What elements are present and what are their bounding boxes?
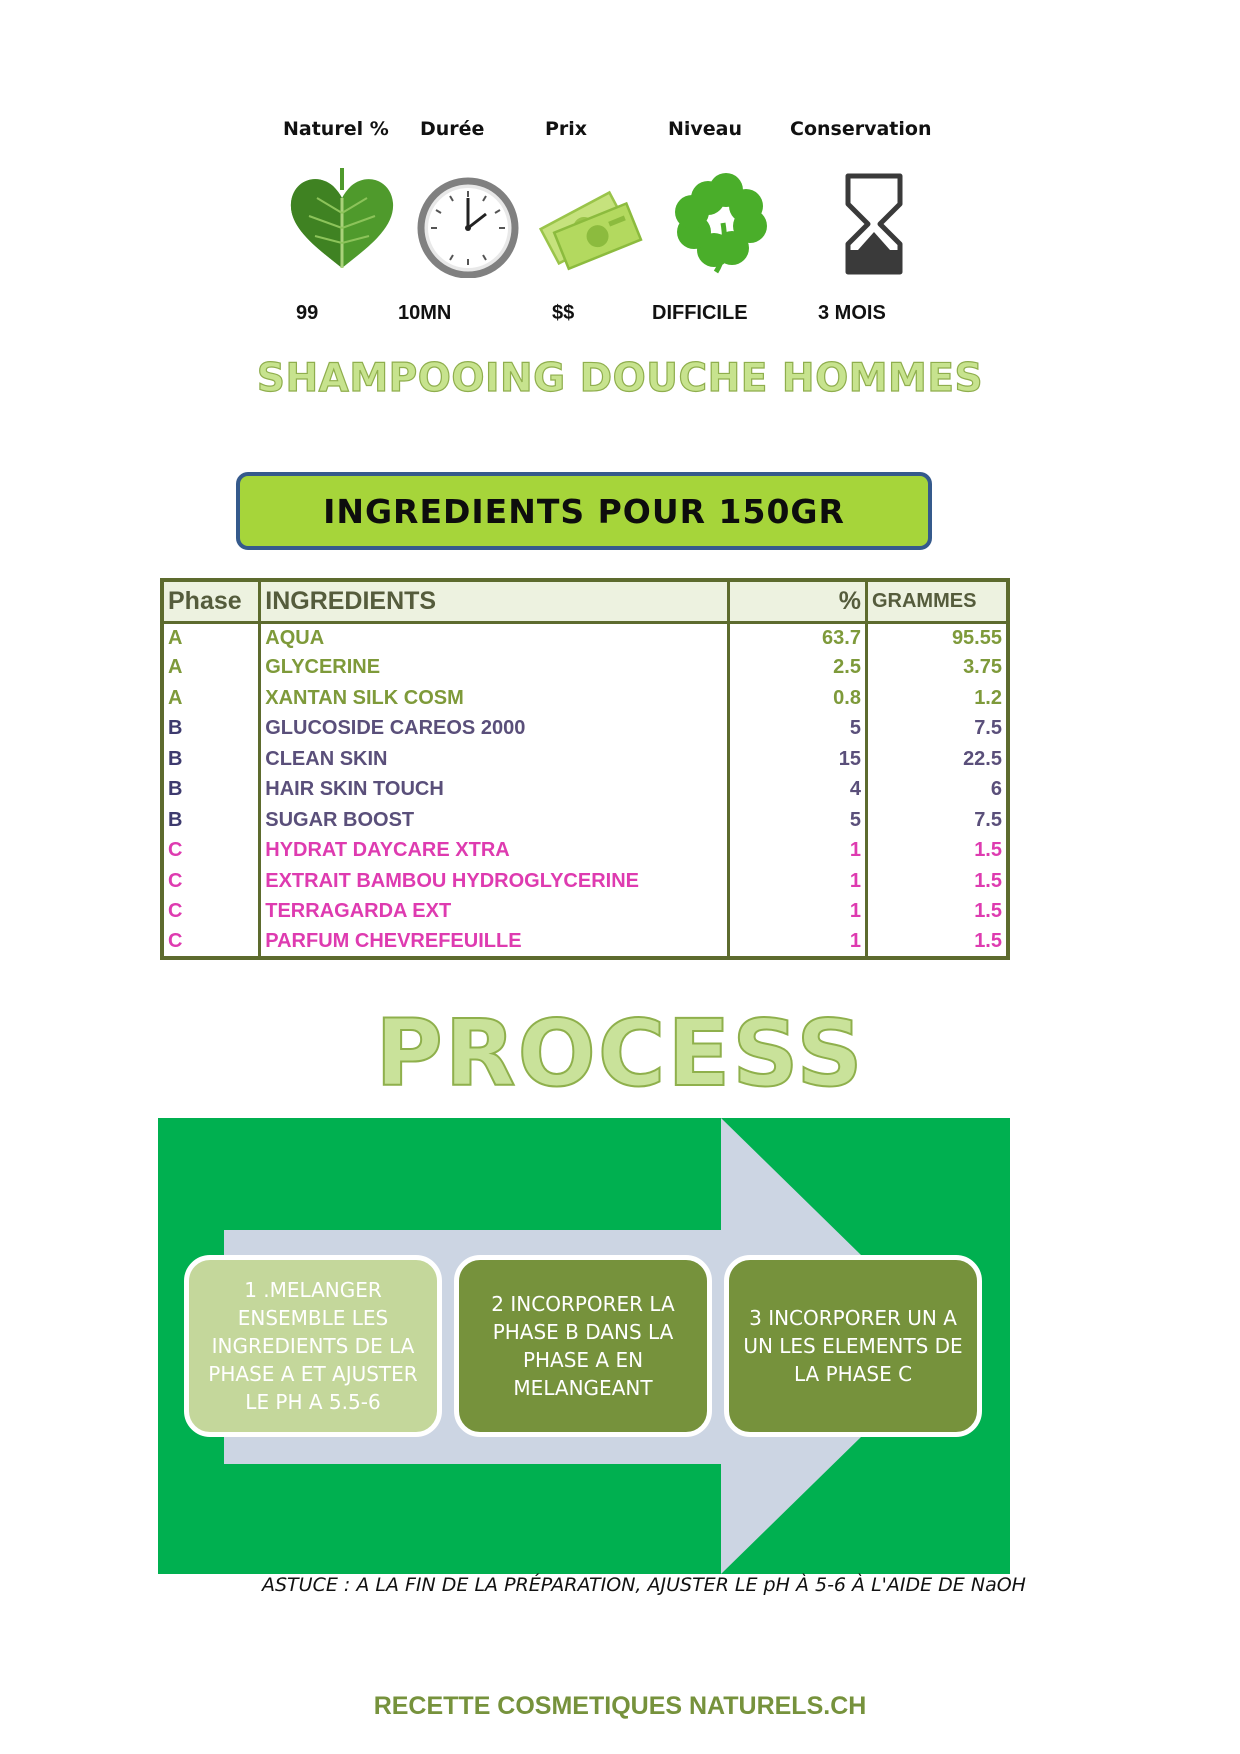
metric-values [0,302,1240,332]
cell-grams: 1.5 [866,836,1008,867]
table-row [162,927,1008,958]
table-row [162,653,1008,684]
table-header-row [162,580,1008,622]
process-step-2: 2 INCORPORER LA PHASE B DANS LA PHASE A EN MELANGEANT [454,1255,712,1437]
table-row [162,714,1008,745]
recipe-title: SHAMPOOING DOUCHE HOMMES [256,356,984,401]
cell-phase: B [162,744,260,775]
process-title: PROCESS [375,1000,865,1107]
table-row [162,775,1008,806]
hourglass-icon [818,168,928,278]
cell-ingredient: CLEAN SKIN [260,744,728,775]
cell-grams: 7.5 [866,805,1008,836]
ingredients-banner-title: INGREDIENTS POUR 150GR [323,491,845,531]
cell-percent: 0.8 [728,683,866,714]
header-percent: % [728,580,866,622]
cell-grams: 1.2 [866,683,1008,714]
cell-phase: B [162,805,260,836]
cell-phase: C [162,836,260,867]
metric-label-duration: Durée [420,118,485,140]
metric-label-conservation: Conservation [790,118,932,140]
cell-percent: 1 [728,836,866,867]
table-body [162,622,1008,958]
leaf-heart-icon [287,168,397,278]
table-row [162,836,1008,867]
table-row [162,744,1008,775]
cell-phase: A [162,622,260,653]
clock-icon [413,168,523,278]
cell-phase: B [162,775,260,806]
tip-text: ASTUCE : A LA FIN DE LA PRÉPARATION, AJUSTER LE pH À 5-6 À L'AIDE DE NaOH [262,1574,1026,1596]
metric-value-duration: 10MN [398,302,452,324]
table-row [162,683,1008,714]
table-row [162,866,1008,897]
cell-grams: 1.5 [866,927,1008,958]
metric-value-natural: 99 [296,302,319,324]
process-step-1: 1 .MELANGER ENSEMBLE LES INGREDIENTS DE LA PHASE A ET AJUSTER LE PH A 5.5-6 [184,1255,442,1437]
cell-percent: 5 [728,714,866,745]
ingredients-banner [236,472,932,550]
process-panel [158,1118,1010,1574]
cell-ingredient: TERRAGARDA EXT [260,897,728,928]
cell-phase: A [162,683,260,714]
header-phase: Phase [162,580,260,622]
cell-percent: 15 [728,744,866,775]
footer-text: RECETTE COSMETIQUES NATURELS.CH [373,1692,867,1720]
cell-ingredient: SUGAR BOOST [260,805,728,836]
metric-label-price: Prix [545,118,588,140]
cell-grams: 22.5 [866,744,1008,775]
cell-grams: 1.5 [866,866,1008,897]
cell-phase: C [162,866,260,897]
cell-percent: 1 [728,866,866,897]
cell-percent: 63.7 [728,622,866,653]
table-row [162,622,1008,653]
process-step-3: 3 INCORPORER UN A UN LES ELEMENTS DE LA PHASE C [724,1255,982,1437]
cell-ingredient: AQUA [260,622,728,653]
metric-label-natural: Naturel % [283,118,389,140]
cell-ingredient: GLYCERINE [260,653,728,684]
header-grams: GRAMMES [866,580,1008,622]
table-row [162,897,1008,928]
header-ingredients: INGREDIENTS [260,580,728,622]
cell-ingredient: PARFUM CHEVREFEUILLE [260,927,728,958]
cell-percent: 1 [728,897,866,928]
cell-ingredient: EXTRAIT BAMBOU HYDROGLYCERINE [260,866,728,897]
cell-percent: 2.5 [728,653,866,684]
ingredients-table [160,578,1010,960]
cell-phase: C [162,897,260,928]
table-row [162,805,1008,836]
cell-grams: 3.75 [866,653,1008,684]
cell-percent: 1 [728,927,866,958]
metric-value-conservation: 3 MOIS [818,302,886,324]
money-icon [533,168,643,278]
cell-percent: 5 [728,805,866,836]
cell-percent: 4 [728,775,866,806]
metric-icons [0,168,1240,278]
cell-grams: 1.5 [866,897,1008,928]
cell-grams: 7.5 [866,714,1008,745]
cell-grams: 6 [866,775,1008,806]
cell-ingredient: XANTAN SILK COSM [260,683,728,714]
metric-label-level: Niveau [668,118,743,140]
cell-phase: B [162,714,260,745]
metric-labels [0,118,1240,148]
cell-grams: 95.55 [866,622,1008,653]
cell-phase: A [162,653,260,684]
cell-ingredient: GLUCOSIDE CAREOS 2000 [260,714,728,745]
metric-value-level: DIFFICILE [652,302,748,324]
clover-icon [668,168,778,278]
metric-value-price: $$ [552,302,575,324]
cell-ingredient: HAIR SKIN TOUCH [260,775,728,806]
cell-ingredient: HYDRAT DAYCARE XTRA [260,836,728,867]
cell-phase: C [162,927,260,958]
